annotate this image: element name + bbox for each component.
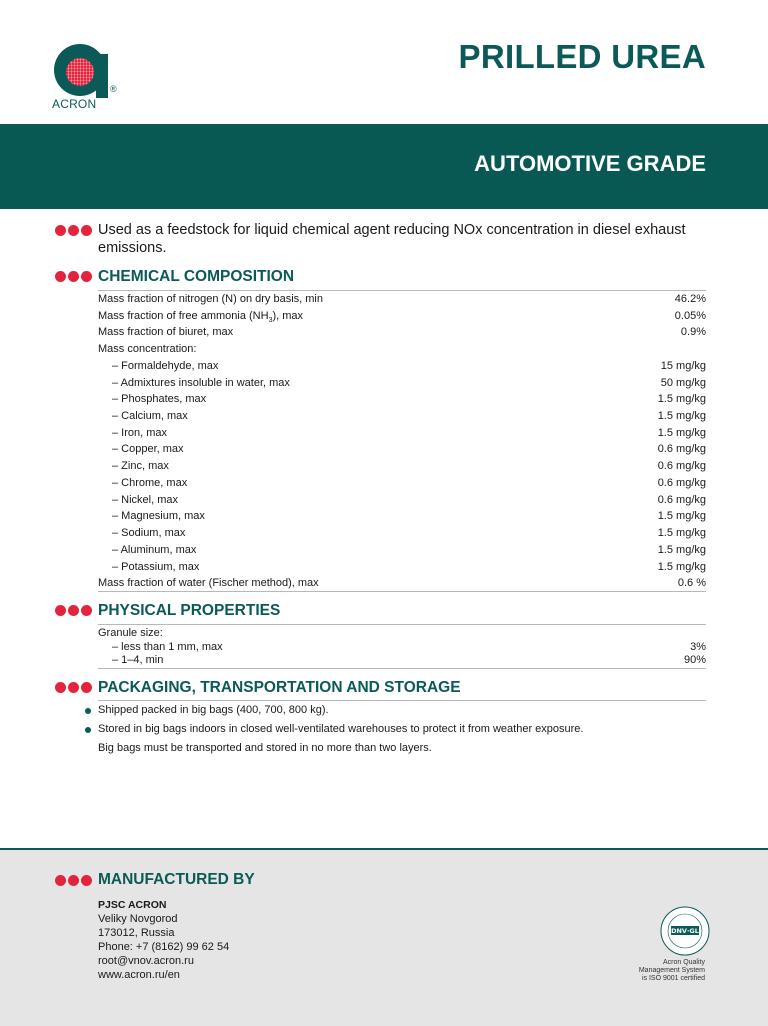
page-title: PRILLED UREA <box>458 38 706 75</box>
row-value: 90% <box>683 654 706 666</box>
logo-wordmark: ACRON <box>52 97 97 111</box>
table-row <box>98 508 706 524</box>
cert-line: Management System <box>638 967 705 974</box>
row-label: – 1–4, min <box>112 654 164 666</box>
row-label: – Chrome, max <box>112 476 188 489</box>
intro-text: Used as a feedstock for liquid chemical agent reducing NOx concentration in diesel exhaust emissions. <box>98 222 686 256</box>
row-label: – Aluminum, max <box>112 543 197 556</box>
row-value: 1.5 mg/kg <box>657 393 706 406</box>
company-city: Veliky Novgorod <box>98 913 178 925</box>
company-name: PJSC ACRON <box>98 899 167 911</box>
row-value: 46.2% <box>674 293 706 305</box>
row-value: 0.6 mg/kg <box>657 443 706 456</box>
row-label: – Iron, max <box>112 426 168 439</box>
row-value: 0.6 mg/kg <box>657 476 706 489</box>
bullet-dots-icon <box>55 225 93 237</box>
bullet-dots-icon <box>55 271 93 283</box>
bullet-dots-icon <box>55 875 93 887</box>
row-label: Mass concentration: <box>98 343 197 356</box>
packaging-item: Stored in big bags indoors in closed well-ventilated warehouses to protect it from weather exposure. <box>98 723 584 735</box>
row-value: 0.6 mg/kg <box>657 493 706 506</box>
table-row <box>98 425 706 441</box>
row-label: – Phosphates, max <box>112 393 207 406</box>
table-row <box>98 375 706 391</box>
row-value: 1.5 mg/kg <box>657 560 706 573</box>
row-value: 1.5 mg/kg <box>657 543 706 556</box>
table-row <box>98 559 706 575</box>
company-postal: 173012, Russia <box>98 927 175 939</box>
table-row <box>98 542 706 558</box>
row-label: Mass fraction of biuret, max <box>98 326 234 339</box>
company-phone: Phone: +7 (8162) 99 62 54 <box>98 941 230 953</box>
row-label: – Copper, max <box>112 443 184 456</box>
section-title-chemical: CHEMICAL COMPOSITION <box>98 268 295 285</box>
divider <box>98 668 706 669</box>
company-email[interactable]: root@vnov.acron.ru <box>98 955 194 967</box>
row-label: Mass fraction of nitrogen (N) on dry basis, min <box>98 293 323 305</box>
row-value: 15 mg/kg <box>660 359 706 372</box>
divider <box>98 591 706 592</box>
row-value: 1.5 mg/kg <box>657 510 706 523</box>
row-value: 0.9% <box>680 326 706 339</box>
bullet-dots-icon <box>55 682 93 694</box>
table-row <box>98 575 706 591</box>
table-row <box>98 358 706 374</box>
bullet-dots-icon <box>55 605 93 617</box>
row-label: – Magnesium, max <box>112 510 205 523</box>
table-row <box>98 324 706 340</box>
row-value: 50 mg/kg <box>660 376 706 389</box>
table-row <box>98 408 706 424</box>
company-website[interactable]: www.acron.ru/en <box>98 969 180 981</box>
table-row <box>98 308 706 324</box>
row-label: – Formaldehyde, max <box>112 359 219 372</box>
row-label: – Calcium, max <box>112 410 188 423</box>
row-label: – Zinc, max <box>112 460 169 473</box>
packaging-item: Shipped packed in big bags (400, 700, 800 kg). <box>98 704 329 716</box>
table-row <box>98 525 706 541</box>
bullet-icon <box>85 708 91 714</box>
table-row <box>98 391 706 407</box>
grade-banner <box>0 124 768 209</box>
row-label: – Admixtures insoluble in water, max <box>112 376 290 389</box>
row-value: 1.5 mg/kg <box>657 426 706 439</box>
row-value: 1.5 mg/kg <box>657 410 706 423</box>
grade-title: AUTOMOTIVE GRADE <box>474 151 706 176</box>
table-row <box>98 441 706 457</box>
table-row <box>98 341 706 357</box>
table-row <box>98 458 706 474</box>
row-label: – less than 1 mm, max <box>112 640 223 653</box>
table-row <box>98 492 706 508</box>
row-label: – Potassium, max <box>112 560 200 573</box>
bullet-icon <box>85 727 91 733</box>
row-label: – Sodium, max <box>112 527 186 540</box>
row-label: Mass fraction of free ammonia $(NH_3)$, max <box>98 309 304 324</box>
row-value: 3% <box>690 640 706 653</box>
table-row <box>98 291 706 307</box>
row-value: 0.6 mg/kg <box>657 460 706 473</box>
row-value: 1.5 mg/kg <box>657 527 706 540</box>
row-value: 0.05% <box>674 309 706 322</box>
row-label: – Nickel, max <box>112 493 179 506</box>
divider <box>98 700 706 701</box>
packaging-note: Big bags must be transported and stored in no more than two layers. <box>98 742 432 754</box>
registered-mark: ® <box>110 84 117 94</box>
section-title-manufacturer: MANUFACTURED BY <box>98 871 255 888</box>
section-title-physical: PHYSICAL PROPERTIES <box>98 602 281 619</box>
section-title-packaging: PACKAGING, TRANSPORTATION AND STORAGE <box>98 679 461 696</box>
table-row <box>98 475 706 491</box>
table-row <box>98 652 706 668</box>
certification-seal-text: DNV·GL <box>671 927 699 936</box>
cert-line: Acron Quality <box>662 959 705 966</box>
certification-seal-icon <box>659 905 711 957</box>
row-label: Mass fraction of water (Fischer method), max <box>98 577 319 590</box>
cert-line: is ISO 9001 certified <box>641 975 705 982</box>
row-label: Granule size: <box>98 627 163 639</box>
row-value: 0.6 % <box>677 577 706 590</box>
